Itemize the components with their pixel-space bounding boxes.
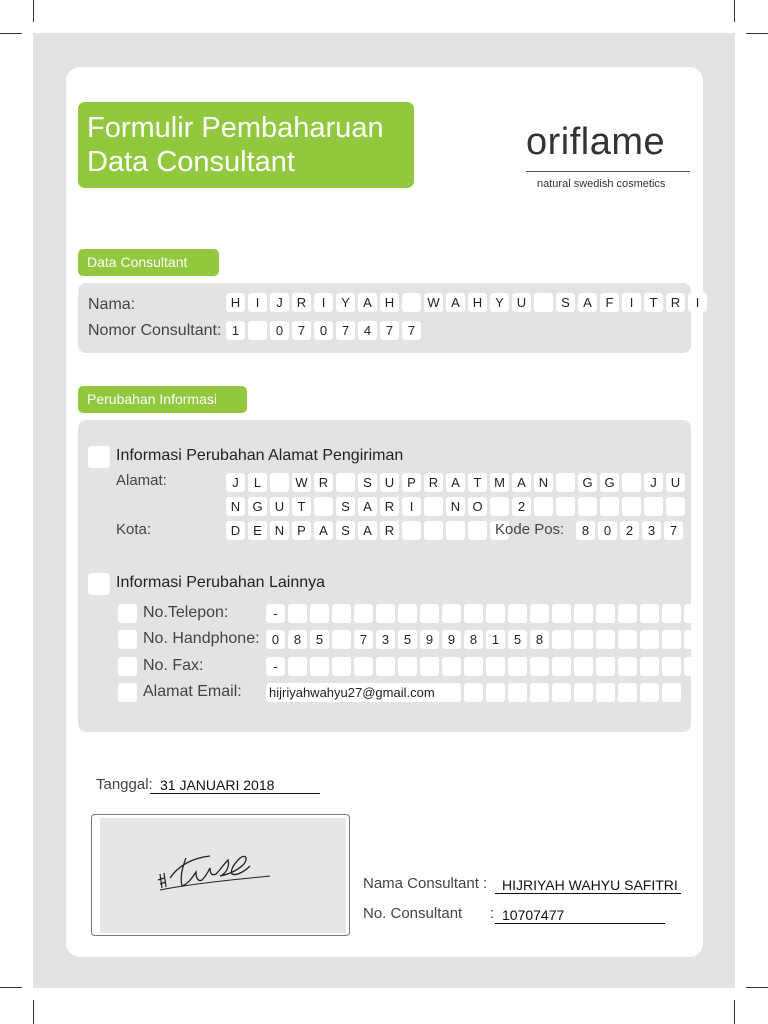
char-box[interactable] [332, 604, 351, 623]
char-box[interactable]: Y [490, 293, 509, 312]
char-box[interactable] [486, 683, 505, 702]
char-box[interactable] [662, 657, 681, 676]
telepon-field[interactable] [266, 604, 703, 623]
kota-label: Kota: [116, 521, 152, 538]
char-box[interactable]: A [358, 521, 377, 540]
no-consultant-colon: : [490, 905, 495, 922]
char-box[interactable]: 0 [270, 321, 289, 340]
char-box[interactable]: N [226, 497, 245, 516]
char-box[interactable] [530, 657, 549, 676]
char-box[interactable]: H [380, 293, 399, 312]
char-box[interactable]: 8 [576, 521, 595, 540]
char-box[interactable] [530, 604, 549, 623]
char-box[interactable]: A [446, 293, 465, 312]
kode-pos-field[interactable] [576, 521, 683, 540]
char-box[interactable]: I [622, 293, 641, 312]
char-box[interactable] [574, 657, 593, 676]
char-box[interactable]: 5 [398, 630, 417, 649]
char-box[interactable] [666, 497, 685, 516]
char-box[interactable]: 8 [530, 630, 549, 649]
char-box[interactable]: D [226, 521, 245, 540]
char-box[interactable]: 0 [598, 521, 617, 540]
char-box[interactable] [662, 630, 681, 649]
char-box[interactable] [640, 657, 659, 676]
char-box[interactable]: M [490, 473, 509, 492]
char-box[interactable]: G [578, 473, 597, 492]
char-box[interactable]: 7 [292, 321, 311, 340]
telepon-checkbox[interactable] [118, 604, 137, 623]
crop-mark [746, 33, 768, 34]
char-box[interactable] [622, 473, 641, 492]
alamat-heading: Informasi Perubahan Alamat Pengiriman [116, 447, 404, 464]
char-box[interactable]: 0 [314, 321, 333, 340]
char-box[interactable] [442, 604, 461, 623]
char-box[interactable] [556, 497, 575, 516]
email-field[interactable]: hijriyahwahyu27@gmail.com [266, 683, 461, 702]
nama-consultant-label: Nama Consultant : [363, 875, 488, 892]
char-box[interactable] [662, 604, 681, 623]
char-box[interactable] [508, 604, 527, 623]
char-box[interactable] [618, 657, 637, 676]
char-box[interactable]: 1 [486, 630, 505, 649]
no-consultant-label: No. Consultant [363, 905, 463, 922]
char-box[interactable] [310, 604, 329, 623]
char-box[interactable] [578, 497, 597, 516]
kode-pos-label: Kode Pos: [495, 521, 565, 538]
fax-label: No. Fax: [143, 657, 204, 674]
kota-field[interactable] [226, 521, 509, 540]
char-box[interactable] [248, 321, 267, 340]
logo-divider [526, 171, 690, 172]
char-box[interactable]: T [468, 473, 487, 492]
char-box[interactable] [270, 473, 289, 492]
email-extra-cells[interactable] [464, 683, 681, 702]
handphone-field[interactable] [266, 630, 703, 649]
crop-mark [734, 1000, 735, 1024]
crop-mark [33, 0, 34, 22]
char-box[interactable]: U [380, 473, 399, 492]
char-box[interactable] [486, 657, 505, 676]
title-line-2: Data Consultant [87, 146, 295, 178]
alamat-checkbox[interactable] [88, 446, 110, 468]
char-box[interactable] [310, 657, 329, 676]
char-box[interactable] [552, 630, 571, 649]
char-box[interactable] [376, 604, 395, 623]
char-box[interactable]: L [248, 473, 267, 492]
char-box[interactable] [552, 683, 571, 702]
char-box[interactable]: 5 [310, 630, 329, 649]
char-box[interactable]: A [446, 473, 465, 492]
char-box[interactable]: 5 [508, 630, 527, 649]
char-box[interactable]: J [644, 473, 663, 492]
char-box[interactable]: R [380, 497, 399, 516]
fax-checkbox[interactable] [118, 657, 137, 676]
char-box[interactable]: R [380, 521, 399, 540]
char-box[interactable] [314, 497, 333, 516]
char-box[interactable] [574, 604, 593, 623]
char-box[interactable]: W [292, 473, 311, 492]
char-box[interactable] [596, 604, 615, 623]
char-box[interactable]: T [292, 497, 311, 516]
char-box[interactable] [644, 497, 663, 516]
char-box[interactable] [508, 657, 527, 676]
char-box[interactable] [468, 521, 487, 540]
title-line-1: Formulir Pembaharuan [87, 112, 384, 144]
char-box[interactable]: 7 [402, 321, 421, 340]
char-box[interactable] [336, 473, 355, 492]
char-box[interactable]: 9 [442, 630, 461, 649]
crop-mark [746, 987, 768, 988]
char-box[interactable] [288, 604, 307, 623]
char-box[interactable]: R [666, 293, 685, 312]
char-box[interactable]: - [266, 604, 285, 623]
char-box[interactable]: 7 [380, 321, 399, 340]
char-box[interactable]: R [424, 473, 443, 492]
handphone-label: No. Handphone: [143, 630, 260, 647]
char-box[interactable] [424, 497, 443, 516]
char-box[interactable]: S [336, 497, 355, 516]
char-box[interactable]: P [402, 473, 421, 492]
char-box[interactable] [552, 604, 571, 623]
char-box[interactable]: P [292, 521, 311, 540]
nama-consultant-value[interactable]: HIJRIYAH WAHYU SAFITRI [495, 876, 681, 894]
char-box[interactable]: 8 [464, 630, 483, 649]
char-box[interactable]: 2 [620, 521, 639, 540]
char-box[interactable]: 7 [336, 321, 355, 340]
char-box[interactable]: 8 [288, 630, 307, 649]
char-box[interactable]: I [402, 497, 421, 516]
char-box[interactable] [534, 497, 553, 516]
char-box[interactable]: 9 [420, 630, 439, 649]
char-box[interactable]: 7 [354, 630, 373, 649]
char-box[interactable] [420, 657, 439, 676]
char-box[interactable] [486, 604, 505, 623]
char-box[interactable]: 0 [266, 630, 285, 649]
char-box[interactable] [640, 683, 659, 702]
char-box[interactable] [288, 657, 307, 676]
char-box[interactable] [402, 293, 421, 312]
char-box[interactable]: A [512, 473, 531, 492]
char-box[interactable] [618, 604, 637, 623]
char-box[interactable]: G [248, 497, 267, 516]
char-box[interactable] [574, 683, 593, 702]
signature-drawing [100, 818, 346, 933]
char-box[interactable] [684, 657, 703, 676]
char-box[interactable] [684, 604, 703, 623]
section-tag-perubahan-informasi: Perubahan Informasi [78, 386, 247, 413]
char-box[interactable]: 1 [226, 321, 245, 340]
crop-mark [33, 1000, 34, 1024]
char-box[interactable] [600, 497, 619, 516]
nama-label: Nama: [88, 296, 136, 313]
char-box[interactable]: T [644, 293, 663, 312]
char-box[interactable]: J [270, 293, 289, 312]
char-box[interactable] [596, 683, 615, 702]
char-box[interactable]: N [270, 521, 289, 540]
form-title [78, 102, 414, 188]
char-box[interactable]: S [358, 473, 377, 492]
email-label: Alamat Email: [143, 683, 242, 700]
alamat-label: Alamat: [116, 472, 167, 489]
char-box[interactable]: 3 [376, 630, 395, 649]
char-box[interactable]: H [468, 293, 487, 312]
char-box[interactable]: - [266, 657, 285, 676]
char-box[interactable]: S [336, 521, 355, 540]
char-box[interactable] [508, 683, 527, 702]
lainnya-checkbox[interactable] [88, 573, 110, 595]
char-box[interactable]: A [358, 497, 377, 516]
telepon-label: No.Telepon: [143, 604, 229, 621]
char-box[interactable] [398, 604, 417, 623]
tanggal-value[interactable]: 31 JANUARI 2018 [150, 776, 320, 794]
char-box[interactable]: S [556, 293, 575, 312]
char-box[interactable] [398, 657, 417, 676]
char-box[interactable] [446, 521, 465, 540]
lainnya-heading: Informasi Perubahan Lainnya [116, 574, 326, 591]
char-box[interactable] [332, 630, 351, 649]
char-box[interactable] [464, 683, 483, 702]
char-box[interactable]: A [578, 293, 597, 312]
no-consultant-value[interactable]: 10707477 [495, 906, 665, 924]
char-box[interactable] [534, 293, 553, 312]
char-box[interactable] [424, 521, 443, 540]
signature-image [100, 818, 346, 933]
char-box[interactable] [402, 521, 421, 540]
char-box[interactable] [684, 630, 703, 649]
char-box[interactable] [556, 473, 575, 492]
fax-field[interactable] [266, 657, 703, 676]
handphone-checkbox[interactable] [118, 630, 137, 649]
char-box[interactable]: O [468, 497, 487, 516]
char-box[interactable]: U [270, 497, 289, 516]
char-box[interactable]: 2 [512, 497, 531, 516]
nomor-consultant-label: Nomor Consultant: [88, 322, 222, 339]
char-box[interactable] [618, 683, 637, 702]
char-box[interactable] [464, 657, 483, 676]
char-box[interactable]: U [666, 473, 685, 492]
char-box[interactable]: U [512, 293, 531, 312]
char-box[interactable]: E [248, 521, 267, 540]
char-box[interactable]: A [314, 521, 333, 540]
char-box[interactable]: Y [336, 293, 355, 312]
brand-tagline: natural swedish cosmetics [537, 178, 666, 190]
crop-mark [0, 987, 22, 988]
char-box[interactable] [574, 630, 593, 649]
char-box[interactable] [596, 630, 615, 649]
char-box[interactable] [622, 497, 641, 516]
char-box[interactable]: 3 [642, 521, 661, 540]
char-box[interactable]: N [534, 473, 553, 492]
tanggal-label: Tanggal: [96, 776, 153, 793]
char-box[interactable] [490, 497, 509, 516]
char-box[interactable]: A [358, 293, 377, 312]
section-tag-data-consultant: Data Consultant [78, 249, 219, 276]
email-checkbox[interactable] [118, 683, 137, 702]
char-box[interactable]: I [688, 293, 707, 312]
char-box[interactable] [640, 630, 659, 649]
char-box[interactable] [332, 657, 351, 676]
char-box[interactable]: I [248, 293, 267, 312]
char-box[interactable] [596, 657, 615, 676]
char-box[interactable] [530, 683, 549, 702]
char-box[interactable]: R [292, 293, 311, 312]
char-box[interactable] [442, 657, 461, 676]
brand-logo: oriflame [526, 121, 666, 163]
char-box[interactable] [376, 657, 395, 676]
nomor-consultant-field[interactable] [226, 321, 421, 340]
alamat-field-row-1[interactable] [226, 473, 685, 492]
char-box[interactable]: F [600, 293, 619, 312]
char-box[interactable] [354, 657, 373, 676]
char-box[interactable]: R [314, 473, 333, 492]
char-box[interactable]: I [314, 293, 333, 312]
char-box[interactable] [618, 630, 637, 649]
char-box[interactable]: G [600, 473, 619, 492]
alamat-field-row-2[interactable] [226, 497, 685, 516]
char-box[interactable]: W [424, 293, 443, 312]
char-box[interactable] [640, 604, 659, 623]
crop-mark [734, 0, 735, 22]
char-box[interactable] [464, 604, 483, 623]
crop-mark [0, 33, 22, 34]
char-box[interactable] [662, 683, 681, 702]
char-box[interactable]: N [446, 497, 465, 516]
char-box[interactable]: 7 [664, 521, 683, 540]
char-box[interactable] [420, 604, 439, 623]
char-box[interactable] [354, 604, 373, 623]
char-box[interactable]: J [226, 473, 245, 492]
char-box[interactable]: 4 [358, 321, 377, 340]
nama-field[interactable] [226, 293, 707, 312]
char-box[interactable] [552, 657, 571, 676]
char-box[interactable]: H [226, 293, 245, 312]
